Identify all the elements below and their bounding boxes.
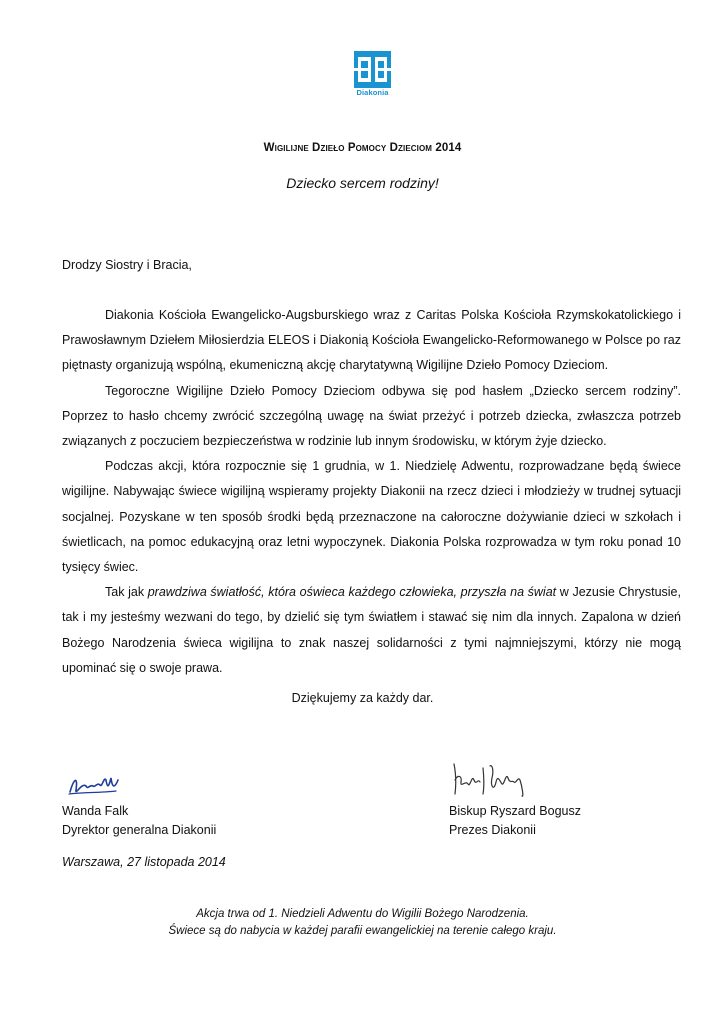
- paragraph-4-before: Tak jak: [105, 585, 148, 600]
- signer-right-role: Prezes Diakonii: [449, 823, 536, 837]
- paragraph-4: [62, 580, 681, 681]
- signature-bogusz-icon: [450, 760, 532, 800]
- thanks-line: Dziękujemy za każdy dar.: [291, 691, 434, 705]
- place-date: Warszawa, 27 listopada 2014: [62, 855, 226, 869]
- signature-falk-icon: [66, 772, 122, 798]
- page-subtitle: Dziecko sercem rodziny!: [286, 175, 439, 191]
- signer-left-role: Dyrektor generalna Diakonii: [62, 823, 217, 837]
- signer-right: [449, 802, 581, 840]
- paragraph-2: Tegoroczne Wigilijne Dzieło Pomocy Dzieciom odbywa się pod hasłem „Dziecko sercem rodziny”. Poprzez to hasło chcemy zwrócić szczególną uwagę na świat przeżyć i potrzeb dziecka, zwłaszcza potrzeb związanych z poczuciem bezpieczeństwa w rodzinie lub innym środowisku, w którym żyje dziecko.: [62, 383, 681, 449]
- letter-body: [62, 303, 681, 681]
- diakonia-logo: [354, 51, 391, 99]
- diakonia-logo-icon: [354, 51, 391, 88]
- paragraph-3: Podczas akcji, która rozpocznie się 1 grudnia, w 1. Niedzielę Adwentu, rozprowadzane będą świece wigilijne. Nabywając świece wigilijną wspieramy projekty Diakonii na rzecz dzieci i młodzieży w trudnej sytuacji socjalnej. Pozyskane w ten sposób środki będą przeznaczone na całoroczne dożywianie dzieci w szkołach i świetlicach, na pomoc edukacyjną oraz letni wypoczynek. Diakonia Polska rozprowadza w tym roku ponad 10 tysięcy świec.: [62, 459, 681, 575]
- footer-line-2: Świece są do nabycia w każdej parafii ewangelickiej na terenie całego kraju.: [168, 925, 557, 937]
- page-title: Wigilijne Dzieło Pomocy Dzieciom 2014: [263, 142, 462, 154]
- salutation: Drodzy Siostry i Bracia,: [62, 258, 192, 272]
- footer-note: [0, 906, 725, 940]
- logo-text: Diakonia: [356, 88, 389, 97]
- footer-line-1: Akcja trwa od 1. Niedzieli Adwentu do Wigilii Bożego Narodzenia.: [196, 908, 529, 920]
- paragraph-4-after: w Jezusie Chrystusie, tak i my jesteśmy wezwani do tego, by dzielić się tym światłem i stawać się nim dla innych. Zapalona w dzień Bożego Narodzenia świeca wigilijna to znak naszej solidarności z tymi najmniejszymi, którzy nie mogą upominać się o swoje prawa.: [62, 585, 681, 675]
- signer-left: [62, 802, 216, 840]
- signer-right-name: Biskup Ryszard Bogusz: [449, 804, 582, 818]
- paragraph-4-quote: prawdziwa światłość, która oświeca każdego człowieka, przyszła na świat: [147, 585, 557, 600]
- paragraph-1: Diakonia Kościoła Ewangelicko-Augsburskiego wraz z Caritas Polska Kościoła Rzymskokatolickiego i Prawosławnym Dziełem Miłosierdzia ELEOS i Diakonią Kościoła Ewangelicko-Reformowanego w Polsce po raz piętnasty organizują wspólną, ekumeniczną akcję charytatywną Wigilijne Dzieło Pomocy Dzieciom.: [62, 308, 681, 373]
- signer-left-name: Wanda Falk: [62, 804, 129, 818]
